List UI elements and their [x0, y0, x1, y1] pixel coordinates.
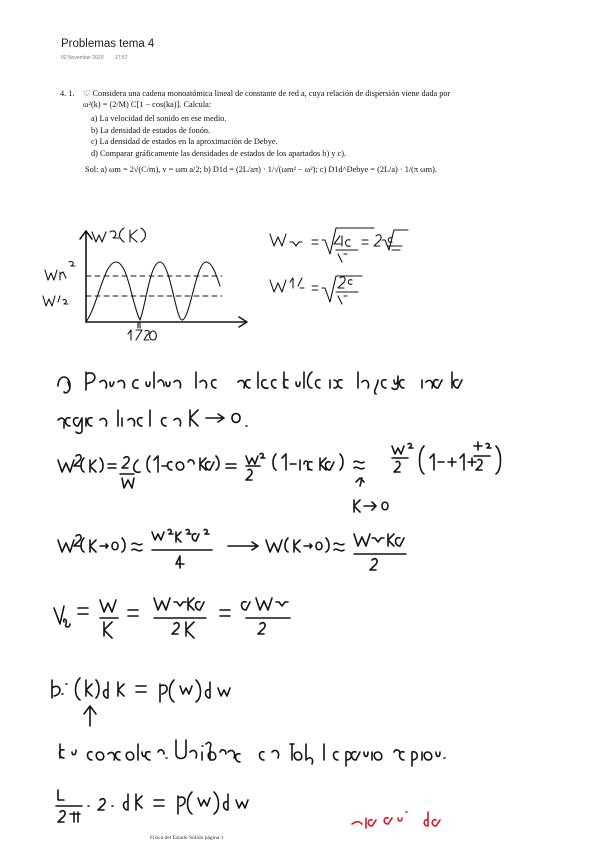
problem-number: 4. 1. — [60, 89, 75, 98]
dispersion-sketch — [43, 228, 247, 340]
limit-approximation — [58, 529, 406, 570]
problem-item-a: a) La velocidad del sonido en ese medio. — [91, 114, 227, 124]
part-b-density — [52, 678, 445, 828]
problem-solution: Sol: a) ωm = 2√(C/m), v = ωm a/2; b) D1d = (2L/aπ) · 1/√(ωm² − ω²); c) D1d^Debye = (2L/a) · 1/(π ωm). — [85, 164, 437, 174]
page-time: 17:57 — [114, 55, 128, 61]
page-date: 02 November 2020 — [61, 55, 104, 61]
problem-item-b: b) La densidad de estados de fonón. — [91, 125, 211, 135]
sound-velocity — [54, 598, 290, 638]
page-title: Problemas tema 4 — [61, 38, 155, 50]
part-a-notes — [58, 372, 462, 433]
problem-item-d: d) Comparar gráficamente las densidades de estados de los apartados b) y c). — [91, 148, 347, 158]
problem-item-c: c) La densidad de estados en la aproximación de Debye. — [91, 137, 278, 147]
problem-intro: ♡ Considera una cadena monoatómica lineal de constante de red a, cuya relación de dispersión viene dada por ω²(k) = (2/M) C[1 − cos(ka)]. Calcula: — [83, 89, 451, 109]
page-footer: Física del Estado Sólido página 1 — [150, 835, 224, 841]
frequency-results — [270, 228, 408, 304]
dispersion-expansion — [58, 442, 501, 512]
